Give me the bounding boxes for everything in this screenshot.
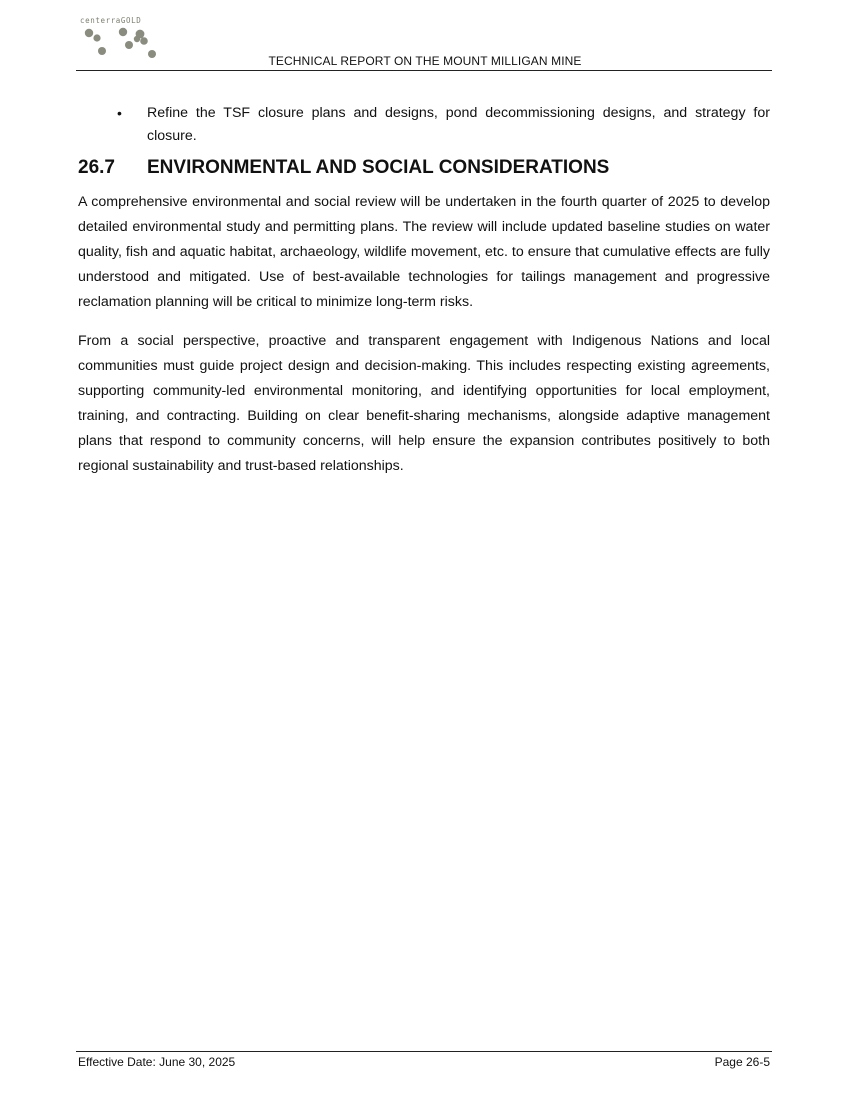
paragraph-environmental: A comprehensive environmental and social review will be undertaken in the fourth quarter of 2025 to develop detailed environmental study and permitting plans. The review will include updated baseline studies on water quality, fish and aquatic habitat, archaeology, wildlife movement, etc. to ensure that cumulative effects are fully understood and mitigated. Use of best-available technologies for tailings management and progressive reclamation planning will be critical to minimize long-term risks. [78,194,770,310]
effective-date: Effective Date: June 30, 2025 [78,1055,236,1069]
bullet-icon: • [117,105,122,121]
list-item [78,102,770,148]
logo-wordmark: centerraGOLD [80,16,142,25]
section-title: ENVIRONMENTAL AND SOCIAL CONSIDERATIONS [147,157,610,178]
header-divider [76,70,772,71]
report-title: TECHNICAL REPORT ON THE MOUNT MILLIGAN MINE [268,54,582,68]
paragraph-social: From a social perspective, proactive and transparent engagement with Indigenous Nations and local communities must guide project design and decision-making. This includes respecting existing agreements, supporting community-led environmental monitoring, and identifying opportunities for local employment, training, and contracting. Building on clear benefit-sharing mechanisms, alongside adaptive management plans that respond to community concerns, will help ensure the expansion contributes positively to both regional sustainability and trust-based relationships. [78,333,770,475]
page-number: Page 26-5 [714,1055,770,1069]
section-heading [78,156,770,180]
footer-divider [76,1051,772,1052]
section-number: 26.7 [78,157,115,178]
page-body [78,102,770,493]
list-item-text: Refine the TSF closure plans and designs, pond decommissioning designs, and strategy for closure. [147,105,770,144]
